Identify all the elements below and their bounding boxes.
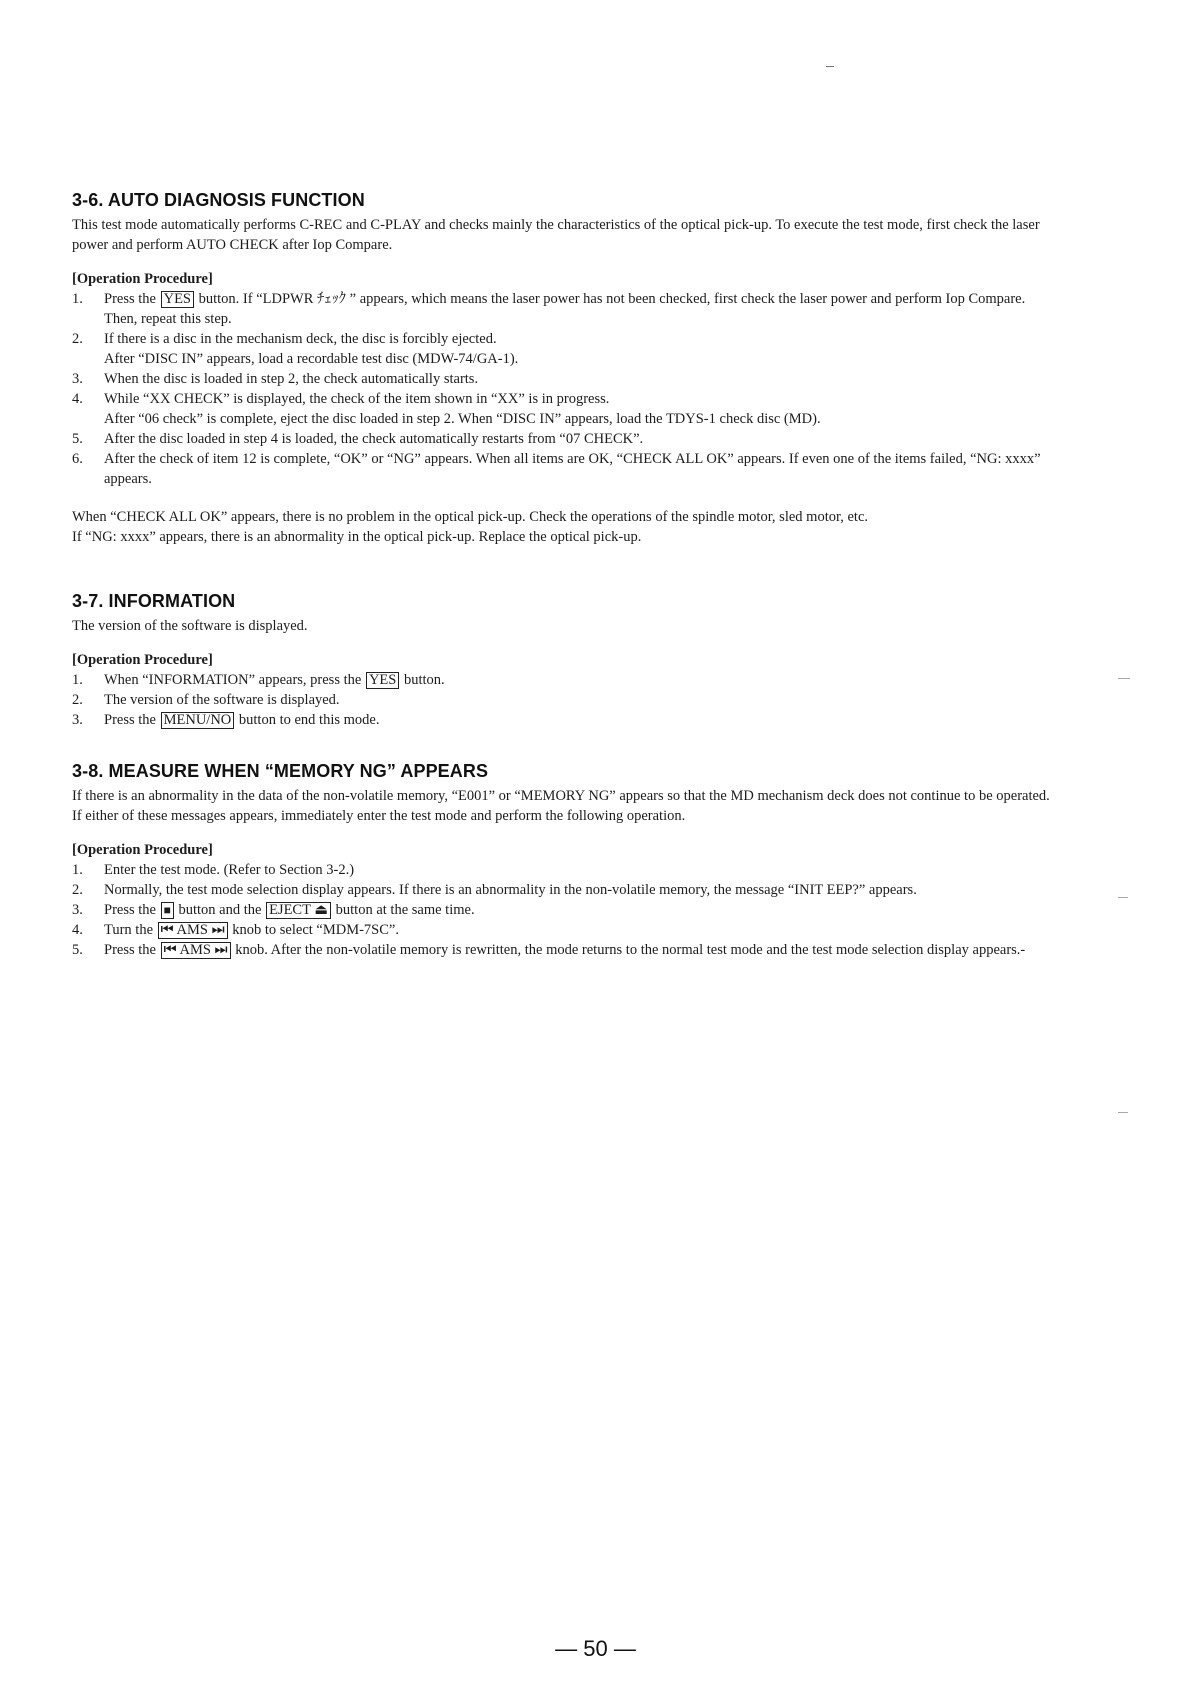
procedure-steps (72, 670, 1050, 730)
procedure-title: [Operation Procedure] (72, 842, 213, 858)
eject-button-key: EJECT ⏏ (266, 902, 331, 919)
procedure-title: [Operation Procedure] (72, 271, 213, 287)
step-item: 6. After the check of item 12 is complete, “OK” or “NG” appears. When all items are OK, “CHECK ALL OK” appears. If even one of the items failed, “NG: xxxx” appears. (72, 451, 1041, 487)
section-information (72, 591, 1050, 730)
scan-speck (1118, 1112, 1128, 1113)
result-ok-note: When “CHECK ALL OK” appears, there is no problem in the optical pick-up. Check the operations of the spindle motor, sled motor, etc. (72, 509, 868, 525)
step-item: 3. Press the MENU/NO button to end this mode. (72, 712, 380, 728)
section-intro: This test mode automatically performs C-REC and C-PLAY and checks mainly the characteristics of the optical pick-up. To execute the test mode, first check the laser power and perform AUTO CHECK after Iop Compare. (72, 217, 1040, 253)
procedure-title: [Operation Procedure] (72, 652, 213, 668)
procedure-steps (72, 860, 1050, 960)
page-number: — 50 — (555, 1636, 636, 1661)
step-item: 5. After the disc loaded in step 4 is loaded, the check automatically restarts from “07 CHECK”. (72, 431, 644, 447)
result-ng-note: If “NG: xxxx” appears, there is an abnormality in the optical pick-up. Replace the optical pick-up. (72, 529, 642, 545)
section-memory-ng (72, 761, 1050, 960)
step-item: 2. If there is a disc in the mechanism deck, the disc is forcibly ejected. After “DISC IN” appears, load a recordable test disc (MDW-74/GA-1). (72, 331, 519, 367)
step-item: 3. Press the ■ button and the EJECT ⏏ button at the same time. (72, 902, 475, 918)
section-auto-diagnosis (72, 190, 1050, 547)
section-heading: 3-7. INFORMATION (72, 591, 236, 611)
step-item: 3. When the disc is loaded in step 2, the check automatically starts. (72, 371, 479, 387)
scan-speck (1118, 897, 1128, 898)
ams-knob-key: ⏮ AMS ⏭ (161, 942, 231, 959)
step-item: 5. Press the ⏮ AMS ⏭ knob. After the non-volatile memory is rewritten, the mode returns to the normal test mode and the test mode selection display appears.- (72, 942, 1026, 958)
stop-button-key: ■ (161, 902, 174, 919)
menu-no-button-key: MENU/NO (161, 712, 235, 729)
step-item: 4. While “XX CHECK” is displayed, the check of the item shown in “XX” is in progress. After “06 check” is complete, eject the disc loaded in step 2. When “DISC IN” appears, load the TDYS-1 check disc (MD). (72, 391, 821, 427)
procedure-steps (72, 289, 1050, 489)
step-item: 2. Normally, the test mode selection display appears. If there is an abnormality in the non-volatile memory, the message “INIT EEP?” appears. (72, 882, 917, 898)
yes-button-key: YES (161, 291, 194, 308)
step-item: 1. Enter the test mode. (Refer to Section 3-2.) (72, 862, 355, 878)
scan-speck (1118, 678, 1130, 679)
section-heading: 3-6. AUTO DIAGNOSIS FUNCTION (72, 190, 365, 210)
section-intro: If there is an abnormality in the data of the non-volatile memory, “E001” or “MEMORY NG” appears so that the MD mechanism deck does not continue to be operated. If either of these messages appears, immediately enter the test mode and perform the following operation. (72, 788, 1050, 824)
ams-knob-key: ⏮ AMS ⏭ (158, 922, 228, 939)
section-intro: The version of the software is displayed. (72, 618, 308, 634)
step-item: 2. The version of the software is displayed. (72, 692, 340, 708)
step-item: 1. Press the YES button. If “LDPWR ﾁｪｯｸ ” appears, which means the laser power has not been checked, first check the laser power and perform Iop Compare. Then, repeat this step. (72, 291, 1026, 327)
yes-button-key: YES (366, 672, 399, 689)
section-heading: 3-8. MEASURE WHEN “MEMORY NG” APPEARS (72, 761, 489, 781)
step-item: 4. Turn the ⏮ AMS ⏭ knob to select “MDM-7SC”. (72, 922, 399, 938)
step-item: 1. When “INFORMATION” appears, press the YES button. (72, 672, 445, 688)
scan-speck (826, 66, 834, 67)
